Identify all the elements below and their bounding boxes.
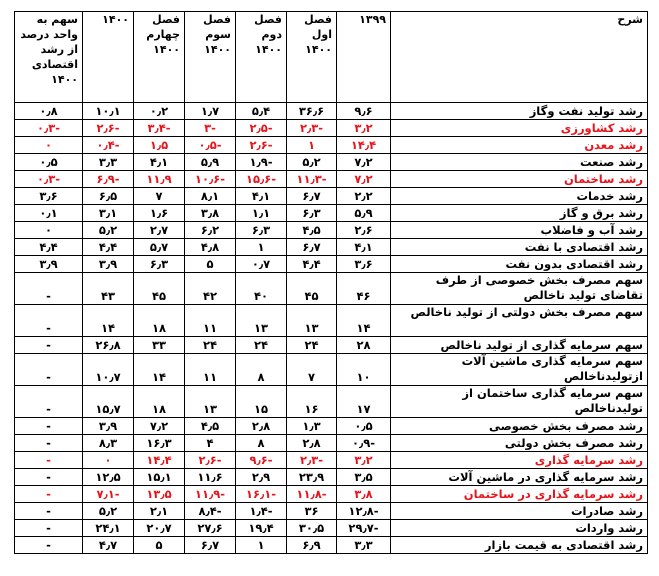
- cell-share: -۰٫۳: [15, 171, 83, 188]
- cell-q2: -۹٫۶: [236, 452, 287, 469]
- cell-share: ۰: [15, 222, 83, 239]
- cell-share: -: [15, 418, 83, 435]
- cell-q1: ۴۵: [287, 273, 337, 305]
- cell-q1: ۳۰٫۵: [287, 520, 337, 537]
- header-q3: فصل سوم ۱۴۰۰: [185, 12, 236, 103]
- cell-description: رشد اقتصادی با نفت: [391, 239, 648, 256]
- table-row: [15, 503, 648, 520]
- cell-share: -: [15, 386, 83, 418]
- cell-q3: ۱۱٫۶: [185, 469, 236, 486]
- cell-q2: ۲٫۹: [236, 469, 287, 486]
- cell-1399: -۰٫۹: [337, 435, 391, 452]
- cell-q3: -۱۰٫۶: [185, 171, 236, 188]
- cell-share: -: [15, 305, 83, 337]
- cell-q4: ۱۸: [134, 305, 185, 337]
- cell-q1: -۲٫۳: [287, 120, 337, 137]
- cell-1400: ۸٫۳: [83, 435, 134, 452]
- cell-1400: ۲۴٫۱: [83, 520, 134, 537]
- cell-1399: ۲٫۲: [337, 188, 391, 205]
- cell-1399: ۱۷: [337, 386, 391, 418]
- cell-q4: ۲٫۱: [134, 503, 185, 520]
- cell-1399: ۰٫۵: [337, 418, 391, 435]
- cell-1399: ۷٫۲: [337, 171, 391, 188]
- cell-q2: ۸: [236, 354, 287, 386]
- cell-q1: ۴٫۵: [287, 222, 337, 239]
- table-row: [15, 205, 648, 222]
- cell-description: رشد برق و گاز: [391, 205, 648, 222]
- cell-1399: ۴٫۱: [337, 239, 391, 256]
- cell-1400: ۶٫۵: [83, 188, 134, 205]
- cell-1399: ۳٫۶: [337, 256, 391, 273]
- cell-description: رشد سرمایه گذاری در ماشین آلات: [391, 469, 648, 486]
- cell-description: رشد مصرف بخش خصوصی: [391, 418, 648, 435]
- cell-1400: ۵٫۲: [83, 222, 134, 239]
- cell-1400: ۴٫۷: [83, 537, 134, 554]
- cell-share: -۰٫۳: [15, 120, 83, 137]
- cell-q1: ۱: [287, 137, 337, 154]
- cell-q4: ۲۰٫۷: [134, 520, 185, 537]
- cell-q2: -۲٫۵: [236, 120, 287, 137]
- cell-1399: -۲۹٫۷: [337, 520, 391, 537]
- cell-share: -: [15, 337, 83, 354]
- cell-description: رشد ساختمان: [391, 171, 648, 188]
- cell-q4: ۵٫۷: [134, 239, 185, 256]
- cell-q4: ۲٫۷: [134, 222, 185, 239]
- cell-q3: ۵٫۹: [185, 154, 236, 171]
- cell-q3: ۱۱: [185, 305, 236, 337]
- cell-description: رشد صادرات: [391, 503, 648, 520]
- cell-q1: ۱٫۳: [287, 418, 337, 435]
- cell-q3: -۲٫۶: [185, 452, 236, 469]
- cell-q1: ۷: [287, 354, 337, 386]
- cell-q3: ۴٫۵: [185, 418, 236, 435]
- cell-q2: ۶٫۳: [236, 222, 287, 239]
- cell-q4: ۵: [134, 537, 185, 554]
- table-row: [15, 256, 648, 273]
- cell-1399: ۱۴٫۴: [337, 137, 391, 154]
- cell-1400: -۲٫۶: [83, 120, 134, 137]
- table-row: [15, 120, 648, 137]
- cell-1400: ۳٫۱: [83, 205, 134, 222]
- cell-share: -: [15, 435, 83, 452]
- cell-share: ۳٫۹: [15, 256, 83, 273]
- table-row: [15, 435, 648, 452]
- cell-1400: ۴۳: [83, 273, 134, 305]
- cell-q4: ۱۵٫۱: [134, 469, 185, 486]
- cell-1399: -۱۲٫۸: [337, 503, 391, 520]
- cell-share: ۰: [15, 137, 83, 154]
- cell-q4: ۱۴: [134, 354, 185, 386]
- cell-1400: ۴٫۴: [83, 239, 134, 256]
- cell-1399: ۵٫۹: [337, 205, 391, 222]
- cell-q2: ۰٫۷: [236, 256, 287, 273]
- cell-share: -: [15, 503, 83, 520]
- table-row: [15, 239, 648, 256]
- header-q1: فصل اول ۱۴۰۰: [287, 12, 337, 103]
- header-q2: فصل دوم ۱۴۰۰: [236, 12, 287, 103]
- cell-q2: ۲٫۸: [236, 418, 287, 435]
- cell-q4: ۱٫۶: [134, 205, 185, 222]
- header-desc: شرح: [391, 12, 648, 103]
- table-row: [15, 469, 648, 486]
- cell-q1: -۲٫۳: [287, 452, 337, 469]
- cell-q4: ۱۴٫۴: [134, 452, 185, 469]
- cell-q2: -۱۵٫۶: [236, 171, 287, 188]
- cell-q3: ۳٫۸: [185, 205, 236, 222]
- cell-q2: ۱٫۱: [236, 205, 287, 222]
- cell-description: رشد آب و فاضلاب: [391, 222, 648, 239]
- cell-description: سهم مصرف بخش دولتی از تولید ناخالص: [391, 305, 648, 337]
- cell-q3: ۴۲: [185, 273, 236, 305]
- cell-q3: ۶٫۷: [185, 537, 236, 554]
- table-row: [15, 154, 648, 171]
- table-body: [15, 103, 648, 554]
- table-row: [15, 486, 648, 503]
- table-row: [15, 137, 648, 154]
- cell-q4: ۷: [134, 188, 185, 205]
- table-row: [15, 103, 648, 120]
- cell-description: سهم سرمایه گذاری از تولید ناخالص: [391, 337, 648, 354]
- cell-q2: ۱: [236, 239, 287, 256]
- table-row: [15, 537, 648, 554]
- table-row: [15, 305, 648, 337]
- cell-q4: ۴۵: [134, 273, 185, 305]
- header-1399: ۱۳۹۹: [337, 12, 391, 103]
- cell-1400: -۷٫۱: [83, 486, 134, 503]
- cell-1399: ۱۴: [337, 305, 391, 337]
- cell-q2: ۸: [236, 435, 287, 452]
- cell-q2: ۴٫۱: [236, 188, 287, 205]
- cell-1399: ۹٫۶: [337, 103, 391, 120]
- table-row: [15, 452, 648, 469]
- cell-description: سهم سرمایه گذاری ساختمان از تولیدناخالص: [391, 386, 648, 418]
- cell-description: رشد اقتصادی به قیمت بازار: [391, 537, 648, 554]
- cell-q1: ۳۶٫۶: [287, 103, 337, 120]
- cell-1400: ۱۲٫۵: [83, 469, 134, 486]
- table-row: [15, 520, 648, 537]
- cell-description: رشد کشاورزی: [391, 120, 648, 137]
- cell-share: -: [15, 354, 83, 386]
- header-row: [15, 12, 648, 103]
- cell-q1: ۲۴: [287, 337, 337, 354]
- cell-share: ۰٫۱: [15, 205, 83, 222]
- cell-q2: ۱۳: [236, 305, 287, 337]
- cell-1400: ۲۶٫۸: [83, 337, 134, 354]
- cell-q2: -۱٫۹: [236, 154, 287, 171]
- cell-q4: ۳۳: [134, 337, 185, 354]
- cell-q1: -۱۱٫۳: [287, 171, 337, 188]
- cell-description: سهم سرمایه گذاری ماشین آلات ازتولیدناخالص: [391, 354, 648, 386]
- cell-q3: ۸٫۱: [185, 188, 236, 205]
- cell-1400: ۵٫۲: [83, 503, 134, 520]
- cell-1399: ۳٫۸: [337, 486, 391, 503]
- cell-1400: -۰٫۴: [83, 137, 134, 154]
- cell-q2: ۱۵: [236, 386, 287, 418]
- cell-q1: ۱۳: [287, 305, 337, 337]
- cell-q4: ۱۸: [134, 386, 185, 418]
- header-q4: فصل چهارم ۱۴۰۰: [134, 12, 185, 103]
- cell-q1: ۶٫۷: [287, 188, 337, 205]
- cell-description: رشد صنعت: [391, 154, 648, 171]
- cell-1400: ۱۰٫۷: [83, 354, 134, 386]
- cell-q2: -۲٫۶: [236, 137, 287, 154]
- cell-q2: ۴۰: [236, 273, 287, 305]
- cell-description: رشد معدن: [391, 137, 648, 154]
- cell-q3: -۱۱٫۹: [185, 486, 236, 503]
- cell-1400: ۳٫۹: [83, 418, 134, 435]
- cell-q2: ۱: [236, 537, 287, 554]
- cell-1399: ۳٫۲: [337, 452, 391, 469]
- cell-description: رشد خدمات: [391, 188, 648, 205]
- cell-q4: -۳٫۴: [134, 120, 185, 137]
- cell-q1: ۵٫۲: [287, 154, 337, 171]
- cell-share: ۰٫۸: [15, 103, 83, 120]
- cell-1399: ۳٫۵: [337, 469, 391, 486]
- cell-q3: ۱٫۷: [185, 103, 236, 120]
- cell-q2: ۲۴: [236, 337, 287, 354]
- cell-1400: ۳٫۳: [83, 154, 134, 171]
- cell-q2: -۱٫۴: [236, 503, 287, 520]
- cell-share: ۳٫۶: [15, 188, 83, 205]
- cell-q1: -۱۱٫۸: [287, 486, 337, 503]
- cell-q4: ۷٫۲: [134, 418, 185, 435]
- cell-q4: ۱۳٫۵: [134, 486, 185, 503]
- table-row: [15, 188, 648, 205]
- header-1400: ۱۴۰۰: [83, 12, 134, 103]
- economic-growth-table: [14, 11, 648, 554]
- header-share: سهم به واحد درصد از رشد اقتصادی ۱۴۰۰: [15, 12, 83, 103]
- cell-1399: ۲۸: [337, 337, 391, 354]
- cell-q3: ۱۱: [185, 354, 236, 386]
- cell-q4: ۱٫۵: [134, 137, 185, 154]
- cell-q3: ۵: [185, 256, 236, 273]
- cell-share: -: [15, 452, 83, 469]
- cell-share: -: [15, 537, 83, 554]
- cell-1400: ۳٫۹: [83, 256, 134, 273]
- cell-1400: ۱۵٫۷: [83, 386, 134, 418]
- cell-q3: ۴: [185, 435, 236, 452]
- cell-q4: ۴٫۱: [134, 154, 185, 171]
- cell-q1: ۲۳٫۹: [287, 469, 337, 486]
- cell-share: -: [15, 486, 83, 503]
- cell-q1: ۱۶: [287, 386, 337, 418]
- cell-1399: ۱۰: [337, 354, 391, 386]
- table-row: [15, 418, 648, 435]
- cell-q1: ۶٫۷: [287, 239, 337, 256]
- table-row: [15, 354, 648, 386]
- cell-q1: ۴٫۴: [287, 256, 337, 273]
- table-row: [15, 171, 648, 188]
- cell-description: رشد سرمایه گذاری در ساختمان: [391, 486, 648, 503]
- cell-q1: ۳۶: [287, 503, 337, 520]
- table-row: [15, 386, 648, 418]
- cell-q3: ۶٫۲: [185, 222, 236, 239]
- cell-share: -: [15, 469, 83, 486]
- cell-q3: ۲۴: [185, 337, 236, 354]
- cell-share: ۴٫۴: [15, 239, 83, 256]
- cell-share: -: [15, 520, 83, 537]
- cell-q2: -۱۶٫۱: [236, 486, 287, 503]
- cell-1400: ۱۴: [83, 305, 134, 337]
- cell-1399: ۳٫۳: [337, 537, 391, 554]
- table-row: [15, 273, 648, 305]
- cell-1400: ۱۰٫۱: [83, 103, 134, 120]
- cell-q2: ۱۹٫۴: [236, 520, 287, 537]
- cell-description: رشد تولید نفت وگاز: [391, 103, 648, 120]
- cell-description: سهم مصرف بخش خصوصی از طرف تقاضای تولید ناخالص: [391, 273, 648, 305]
- cell-q3: -۸٫۴: [185, 503, 236, 520]
- cell-1400: ۰: [83, 452, 134, 469]
- cell-q4: ۱۱٫۹: [134, 171, 185, 188]
- cell-1399: ۲٫۶: [337, 222, 391, 239]
- cell-description: رشد واردات: [391, 520, 648, 537]
- cell-q4: ۱۶٫۳: [134, 435, 185, 452]
- cell-q1: ۲٫۸: [287, 435, 337, 452]
- cell-1400: -۶٫۹: [83, 171, 134, 188]
- cell-q3: ۱۳: [185, 386, 236, 418]
- cell-q1: ۶٫۳: [287, 205, 337, 222]
- cell-description: رشد سرمایه گذاری: [391, 452, 648, 469]
- cell-1399: ۷٫۲: [337, 154, 391, 171]
- cell-description: رشد اقتصادی بدون نفت: [391, 256, 648, 273]
- cell-q3: -۳: [185, 120, 236, 137]
- cell-q1: ۶٫۹: [287, 537, 337, 554]
- cell-q4: ۰٫۲: [134, 103, 185, 120]
- cell-description: رشد مصرف بخش دولتی: [391, 435, 648, 452]
- cell-q3: ۲۷٫۶: [185, 520, 236, 537]
- cell-share: ۰٫۵: [15, 154, 83, 171]
- cell-q2: ۵٫۴: [236, 103, 287, 120]
- cell-share: -: [15, 273, 83, 305]
- cell-q3: ۴٫۸: [185, 239, 236, 256]
- table-row: [15, 337, 648, 354]
- cell-q3: -۰٫۵: [185, 137, 236, 154]
- cell-q4: ۶٫۳: [134, 256, 185, 273]
- cell-1399: ۴۶: [337, 273, 391, 305]
- table-row: [15, 222, 648, 239]
- cell-1399: ۳٫۲: [337, 120, 391, 137]
